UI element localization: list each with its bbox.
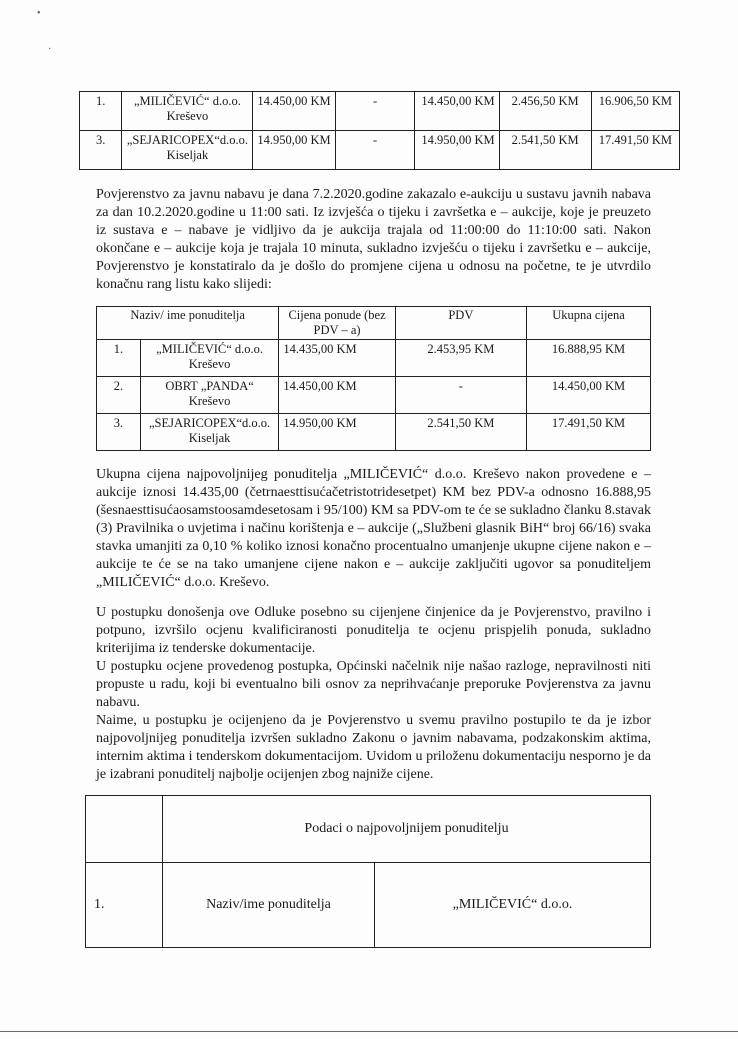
table-row [97, 377, 651, 414]
final-ranking-table [96, 306, 651, 451]
bidder-cell [140, 377, 279, 414]
table-row [97, 414, 651, 451]
total-price-paragraph: Ukupna cijena najpovoljnijeg ponuditelja „MILIČEVIĆ“ d.o.o. Kreševo nakon provedene e – aukcije iznosi 14.435,00 (četrnaesttisućačetristotridesetpet) KM bez PDV-a odnosno 16.888,95 (šesnaesttisućaosamstoosamdesetosam i 95/100) KM sa PDV-om te će se sukladno članku 8.stavak (3) Pravilnika o uvjetima i načinu korištenja e – aukcije („Službeni glasnik BiH“ broj 66/16) svaka stavka umanjiti za 0,10 % koliko iznosi konačno procentualno umanjenje ukupne cijene nakon e – aukcije te će se na tako umanjene cijene nakon e – aukcije zaključiti ugovor sa ponuditeljem „MILIČEVIĆ“ d.o.o. Kreševo. [96, 467, 651, 590]
bidder-name: „SEJARICOPEX“d.o.o. [149, 416, 271, 430]
bidder-name: OBRT „PANDA“ [165, 379, 254, 393]
table-header-row [97, 307, 651, 340]
vat-cell: 2.453,95 KM [395, 340, 526, 377]
conclusion-paragraph: Naime, u postupku je ocijenjeno da je Povjerenstvo u svemu pravilno postupilo te da je izbor najpovoljnijeg ponuditelja izvršen sukladno Zakonu o javnim nabavama, podzakonskim aktima, internim aktima i tenderskom dokumentacijom. Uvidom u priloženu dokumentaciju nesporno je da je izabrani ponuditelj najbolje ocijenjen zbog najniže cijene. [96, 713, 651, 782]
row-number: 3. [97, 414, 141, 451]
total-cell: 16.888,95 KM [527, 340, 651, 377]
vat-cell: - [395, 377, 526, 414]
scan-speck: • [37, 8, 41, 19]
header-price: Cijena ponude (bez PDV – a) [279, 307, 395, 340]
page-edge-line [0, 1031, 738, 1032]
evaluation-paragraph: U postupku donošenja ove Odluke posebno su cijenjene činjenice da je Povjerenstvo, pravilno i potpuno, izvršilo ocjenu kvalificiranosti ponuditelja te ocjenu prispjelih ponuda, sukladno kriterijima iz tenderske dokumentacije. [96, 605, 651, 656]
table-header-row [86, 796, 651, 863]
bidder-city: Kreševo [188, 357, 231, 371]
best-bidder-title: Podaci o najpovoljnijem ponuditelju [163, 796, 651, 863]
bidder-name: „MILIČEVIĆ“ d.o.o. [133, 94, 241, 108]
net-price-cell: 14.950,00 KM [415, 131, 499, 170]
best-bidder-table [85, 795, 651, 948]
empty-cell [86, 796, 163, 863]
row-number: 1. [80, 92, 122, 131]
table-row [80, 131, 680, 170]
price-cell: 14.950,00 KM [253, 131, 335, 170]
bidder-city: Kiseljak [166, 148, 209, 162]
vat-cell: 2.541,50 KM [395, 414, 526, 451]
bidder-cell [122, 92, 253, 131]
auction-paragraph: Povjerenstvo za javnu nabavu je dana 7.2.2020.godine zakazalo e-aukciju u sustavu javnih nabava za dan 10.2.2020.godine u 11:00 sati. Iz izvješća o tijeku i završetka e – aukcije, koje je preuzeto iz sustava e – nabave je vidljivo da je aukcija trajala od 11:00:00 do 11:10:00 sati. Nakon okončane e – aukcije koja je trajala 10 minuta, sukladno izvješću o tijeku i završetku e – aukcije, Povjerenstvo je konstatiralo da je došlo do promjene cijena u odnosu na početne, te je utvrdilo konačnu rang listu kako slijedi: [96, 187, 651, 292]
total-cell: 17.491,50 KM [591, 131, 679, 170]
vat-cell: 2.456,50 KM [499, 92, 591, 131]
total-cell: 14.450,00 KM [527, 377, 651, 414]
table-row [86, 863, 651, 948]
header-total: Ukupna cijena [527, 307, 651, 340]
bidder-cell [122, 131, 253, 170]
row-number: 2. [97, 377, 141, 414]
price-cell: 14.950,00 KM [279, 414, 395, 451]
offers-table-initial [79, 91, 680, 170]
net-price-cell: 14.450,00 KM [415, 92, 499, 131]
table-row [97, 340, 651, 377]
discount-cell: - [335, 131, 414, 170]
row-number: 3. [80, 131, 122, 170]
header-bidder-name: Naziv/ ime ponuditelja [97, 307, 279, 340]
review-paragraph: U postupku ocjene provedenog postupka, Općinski načelnik nije našao razloge, nepravilnosti niti propuste u radu, koji bi eventualno bili osnov za neprihvaćanje preporuke Povjerenstva za javnu nabavu. [96, 659, 651, 710]
total-cell: 16.906,50 KM [591, 92, 679, 131]
bidder-city: Kiseljak [188, 431, 231, 445]
price-cell: 14.450,00 KM [279, 377, 395, 414]
price-cell: 14.435,00 KM [279, 340, 395, 377]
row-number: 1. [86, 863, 163, 948]
header-vat: PDV [395, 307, 526, 340]
field-label: Naziv/ime ponuditelja [163, 863, 375, 948]
vat-cell: 2.541,50 KM [499, 131, 591, 170]
bidder-city: Kreševo [166, 109, 209, 123]
bidder-name: „SEJARICOPEX“d.o.o. [126, 133, 248, 147]
total-cell: 17.491,50 KM [527, 414, 651, 451]
row-number: 1. [97, 340, 141, 377]
price-cell: 14.450,00 KM [253, 92, 335, 131]
bidder-city: Kreševo [188, 394, 231, 408]
bidder-cell [140, 340, 279, 377]
discount-cell: - [335, 92, 414, 131]
field-value: „MILIČEVIĆ“ d.o.o. [375, 863, 651, 948]
bidder-name: „MILIČEVIĆ“ d.o.o. [156, 342, 264, 356]
bidder-cell [140, 414, 279, 451]
scan-speck: · [48, 44, 52, 55]
table-row [80, 92, 680, 131]
